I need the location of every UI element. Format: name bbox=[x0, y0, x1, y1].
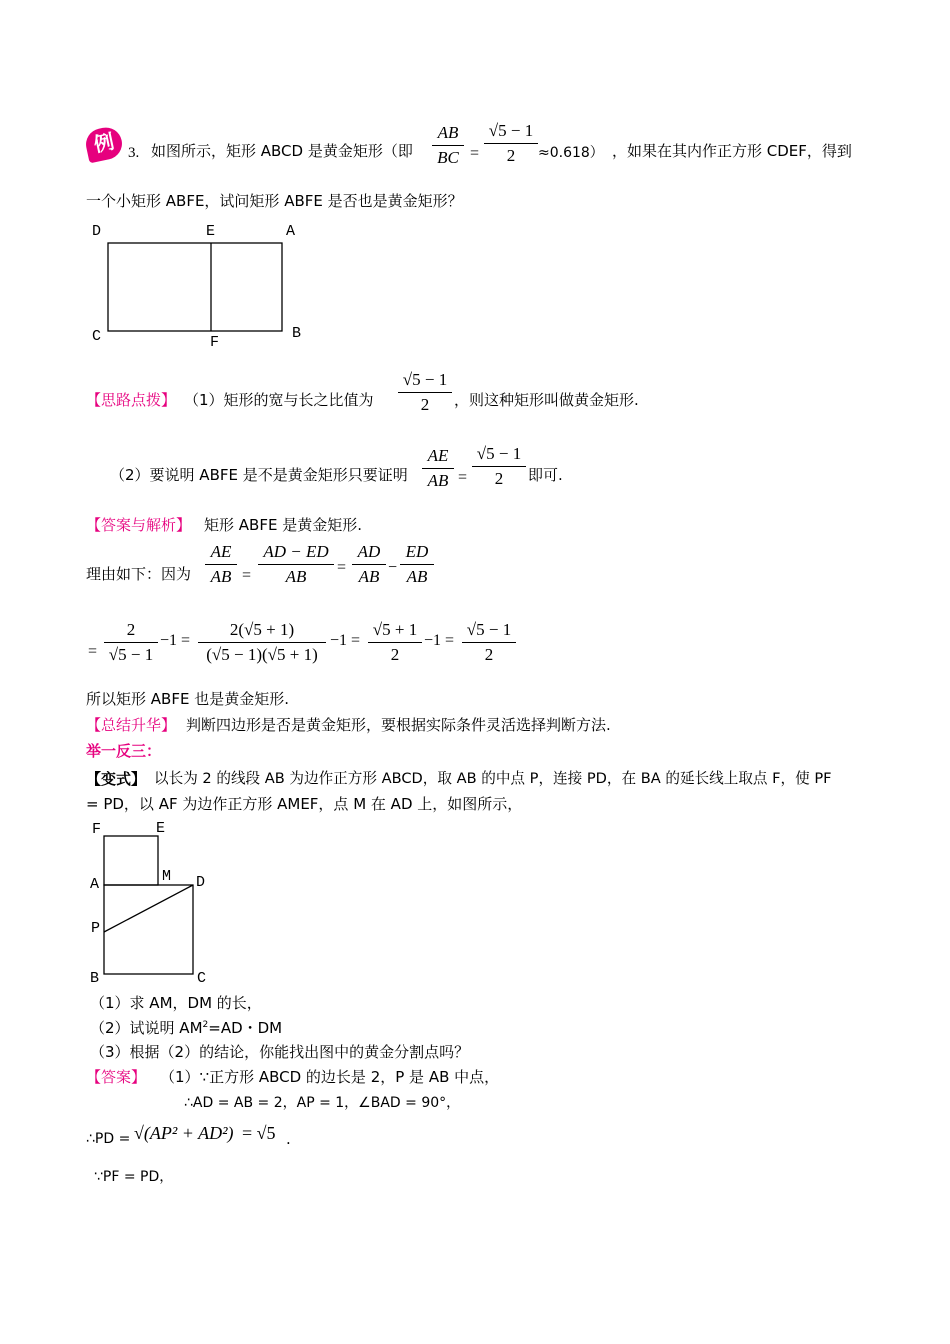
equals-sign: = bbox=[337, 559, 347, 576]
solution-label: 【答案】 bbox=[86, 1068, 147, 1086]
fraction-bar bbox=[258, 564, 334, 565]
fig2-label-d: D bbox=[196, 874, 206, 891]
solution-step-3-result: = √5 bbox=[242, 1123, 276, 1143]
solution-step-1: （1）∵正方形 ABCD 的边长是 2，P 是 AB 中点， bbox=[160, 1068, 500, 1086]
fig2-label-a: A bbox=[90, 876, 100, 893]
equals-sign: = bbox=[242, 567, 252, 584]
fraction-sqrt5-minus1 bbox=[398, 370, 452, 415]
square-abcd bbox=[104, 885, 193, 974]
approx-value: ≈0.618） bbox=[538, 145, 604, 161]
fraction-2-over-sqrt5m1 bbox=[104, 620, 158, 665]
hint-p2-before: （2）要说明 ABFE 是不是黄金矩形只要证明 bbox=[110, 466, 408, 484]
fraction-sqrt5-minus1 bbox=[472, 444, 526, 489]
fraction-bar bbox=[352, 564, 386, 565]
fraction-bar bbox=[104, 642, 158, 643]
fraction-bar bbox=[462, 642, 516, 643]
solution-step-2: ∴AD = AB = 2，AP = 1，∠BAD = 90°， bbox=[184, 1095, 461, 1111]
practice-line2: = PD，以 AF 为边作正方形 AMEF，点 M 在 AD 上，如图所示， bbox=[86, 795, 523, 813]
fig2-label-c: C bbox=[197, 970, 207, 987]
fraction-num: ED bbox=[405, 542, 429, 561]
fraction-sqrt5m1-over2 bbox=[462, 620, 516, 665]
solution-step-3-prefix: ∴PD = bbox=[86, 1131, 131, 1147]
fraction-sqrt5p1-over2 bbox=[368, 620, 422, 665]
practice-line1: 以长为 2 的线段 AB 为边作正方形 ABCD，取 AB 的中点 P，连接 PD，在 BA 的延长线上取点 F，使 PF bbox=[154, 770, 832, 787]
fraction-ae-ab bbox=[422, 446, 454, 491]
question-2-superscript: 2 bbox=[202, 1020, 209, 1030]
fraction-num: 2(√5 + 1) bbox=[229, 620, 295, 639]
fraction-den: 2 bbox=[494, 469, 504, 488]
answer-text: 矩形 ABFE 是黄金矩形. bbox=[204, 516, 362, 534]
fraction-bar bbox=[198, 642, 326, 643]
example-number: 3. bbox=[128, 145, 140, 161]
example-line2: 一个小矩形 ABFE，试问矩形 ABFE 是否也是黄金矩形？ bbox=[86, 192, 463, 210]
fraction-ae-ab bbox=[205, 542, 237, 587]
fraction-num: AE bbox=[210, 542, 232, 561]
fig2-label-m: M bbox=[162, 868, 172, 885]
fraction-rationalized bbox=[198, 620, 326, 665]
hint-p1-after: ，则这种矩形叫做黄金矩形. bbox=[454, 391, 639, 409]
fraction-num: √5 − 1 bbox=[476, 444, 522, 463]
fig2-label-e: E bbox=[156, 820, 166, 837]
fraction-den: 2 bbox=[484, 645, 494, 664]
fraction-bar bbox=[422, 468, 454, 469]
question-1: （1）求 AM，DM 的长， bbox=[90, 994, 262, 1012]
square-amef bbox=[104, 836, 158, 885]
minus-sign: − bbox=[388, 559, 398, 576]
minus-one: −1 = bbox=[424, 632, 455, 649]
fig1-label-d: D bbox=[92, 223, 102, 240]
question-3: （3）根据（2）的结论，你能找出图中的黄金分割点吗？ bbox=[90, 1043, 470, 1061]
fraction-num: AE bbox=[427, 446, 449, 465]
fraction-den: AB bbox=[210, 567, 232, 586]
rect-abcd bbox=[108, 243, 282, 331]
fraction-num: √5 + 1 bbox=[372, 620, 418, 639]
fraction-den: √5 − 1 bbox=[108, 645, 154, 664]
question-2-part-a: （2）试说明 AM bbox=[90, 1019, 203, 1037]
fig1-label-e: E bbox=[206, 223, 216, 240]
answer-label: 【答案与解析】 bbox=[86, 516, 192, 534]
example-text-before: 如图所示，矩形 ABCD 是黄金矩形（即 bbox=[151, 142, 413, 160]
answer-conclusion: 所以矩形 ABFE 也是黄金矩形. bbox=[86, 690, 289, 708]
fraction-den: AB bbox=[285, 567, 307, 586]
fraction-ad-ab bbox=[352, 542, 386, 587]
answer-reason: 理由如下：因为 bbox=[86, 565, 192, 583]
fraction-bar bbox=[205, 564, 237, 565]
summary-label: 【总结升华】 bbox=[86, 716, 177, 734]
fig2-label-f: F bbox=[92, 821, 102, 838]
fig1-label-c: C bbox=[92, 328, 102, 345]
solution-step-4: ∵PF = PD， bbox=[94, 1169, 174, 1185]
fraction-den: AB bbox=[358, 567, 380, 586]
fraction-den: 2 bbox=[390, 645, 400, 664]
hint-p1-before: （1）矩形的宽与长之比值为 bbox=[184, 391, 374, 409]
fraction-bar bbox=[472, 466, 526, 467]
fraction-num: 2 bbox=[126, 620, 136, 639]
fraction-num: AD − ED bbox=[263, 542, 329, 561]
equals-sign: = bbox=[470, 145, 480, 162]
minus-one: −1 = bbox=[330, 632, 361, 649]
solution-step-3-dot: . bbox=[286, 1130, 291, 1148]
fig2-label-b: B bbox=[90, 970, 100, 987]
example-badge-text: 例 bbox=[91, 129, 117, 157]
equals-sign: = bbox=[458, 469, 468, 486]
practice-title: 举一反三： bbox=[86, 742, 162, 760]
fig1-label-b: B bbox=[292, 325, 302, 342]
fraction-num: √5 − 1 bbox=[402, 370, 448, 389]
fraction-ed-ab bbox=[400, 542, 434, 587]
fraction-den: 2 bbox=[420, 395, 430, 414]
fraction-num: AD bbox=[357, 542, 381, 561]
example-text-after: ，如果在其内作正方形 CDEF，得到 bbox=[612, 142, 852, 160]
fraction-num: AB bbox=[437, 123, 459, 142]
hint-label: 【思路点拨】 bbox=[86, 391, 177, 409]
fraction-adminused-ab bbox=[258, 542, 334, 587]
variant-label: 【变式】 bbox=[86, 770, 147, 788]
fig2-label-p: P bbox=[91, 920, 101, 937]
fraction-den: AB bbox=[406, 567, 428, 586]
fraction-bar bbox=[368, 642, 422, 643]
line-pd bbox=[104, 885, 193, 932]
fraction-num: √5 − 1 bbox=[466, 620, 512, 639]
fig1-label-f: F bbox=[210, 334, 220, 351]
question-2 bbox=[90, 1021, 282, 1036]
fraction-den: 2 bbox=[506, 146, 516, 165]
solution-step-3-expr: √(AP² + AD²) bbox=[134, 1123, 234, 1143]
fraction-num: √5 − 1 bbox=[488, 121, 534, 140]
fraction-den: AB bbox=[427, 471, 449, 490]
fraction-bar bbox=[400, 564, 434, 565]
equals-sign: = bbox=[88, 643, 98, 660]
minus-one: −1 = bbox=[160, 632, 191, 649]
fraction-den: (√5 − 1)(√5 + 1) bbox=[206, 645, 318, 664]
hint-p2-after: 即可. bbox=[528, 466, 563, 484]
fig1-label-a: A bbox=[286, 223, 296, 240]
summary-text: 判断四边形是否是黄金矩形，要根据实际条件灵活选择判断方法. bbox=[186, 716, 611, 734]
fraction-bar bbox=[398, 392, 452, 393]
fraction-den: BC bbox=[437, 148, 459, 167]
question-2-part-b: =AD・DM bbox=[208, 1019, 283, 1037]
